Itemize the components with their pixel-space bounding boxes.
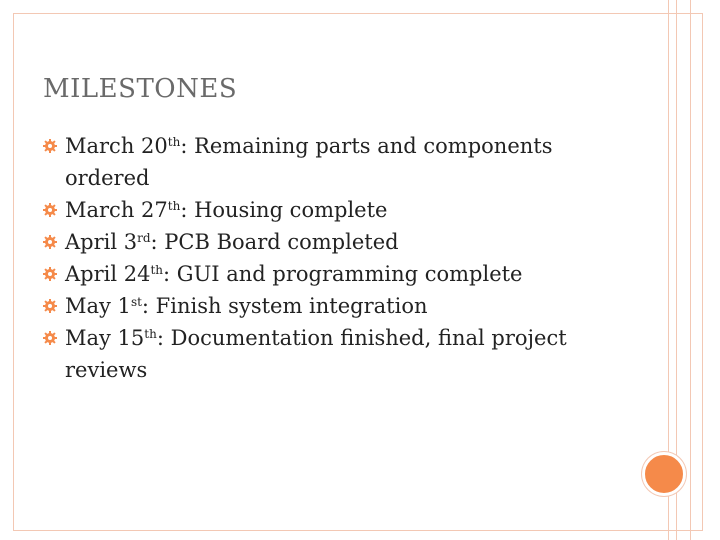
list-item — [43, 258, 633, 290]
list-item — [43, 226, 633, 258]
item-text-continuation: ordered — [65, 166, 150, 190]
item-date-suffix: th — [144, 327, 157, 341]
list-item — [43, 290, 633, 322]
item-text: : GUI and programming complete — [163, 262, 523, 286]
item-date: March 20 — [65, 134, 168, 158]
item-text-continuation: reviews — [65, 358, 148, 382]
item-date-suffix: th — [167, 199, 181, 213]
milestone-list — [43, 130, 633, 386]
item-text: : PCB Board completed — [150, 230, 399, 254]
list-item — [43, 130, 633, 194]
gear-icon — [43, 139, 57, 153]
gear-icon — [43, 331, 57, 345]
item-date: March 27 — [65, 198, 168, 222]
item-text: : Remaining parts and components — [180, 134, 553, 158]
item-date-suffix: th — [167, 135, 181, 149]
list-item — [43, 194, 633, 226]
item-date-suffix: st — [130, 295, 142, 309]
gear-icon — [43, 299, 57, 313]
item-date: May 1 — [65, 294, 131, 318]
item-text: : Housing complete — [180, 198, 388, 222]
item-date: April 3 — [65, 230, 138, 254]
gear-icon — [43, 267, 57, 281]
gear-icon — [43, 203, 57, 217]
gear-icon — [43, 235, 57, 249]
list-item — [43, 322, 633, 386]
item-date: May 15 — [65, 326, 145, 350]
item-date-suffix: rd — [137, 231, 151, 245]
item-date-suffix: th — [150, 263, 164, 277]
accent-circle — [642, 452, 686, 496]
item-text: : Documentation finished, final project — [156, 326, 567, 350]
frame-line — [690, 0, 691, 540]
item-date: April 24 — [65, 262, 151, 286]
slide-title: MILESTONES — [43, 74, 238, 104]
item-text: : Finish system integration — [141, 294, 428, 318]
